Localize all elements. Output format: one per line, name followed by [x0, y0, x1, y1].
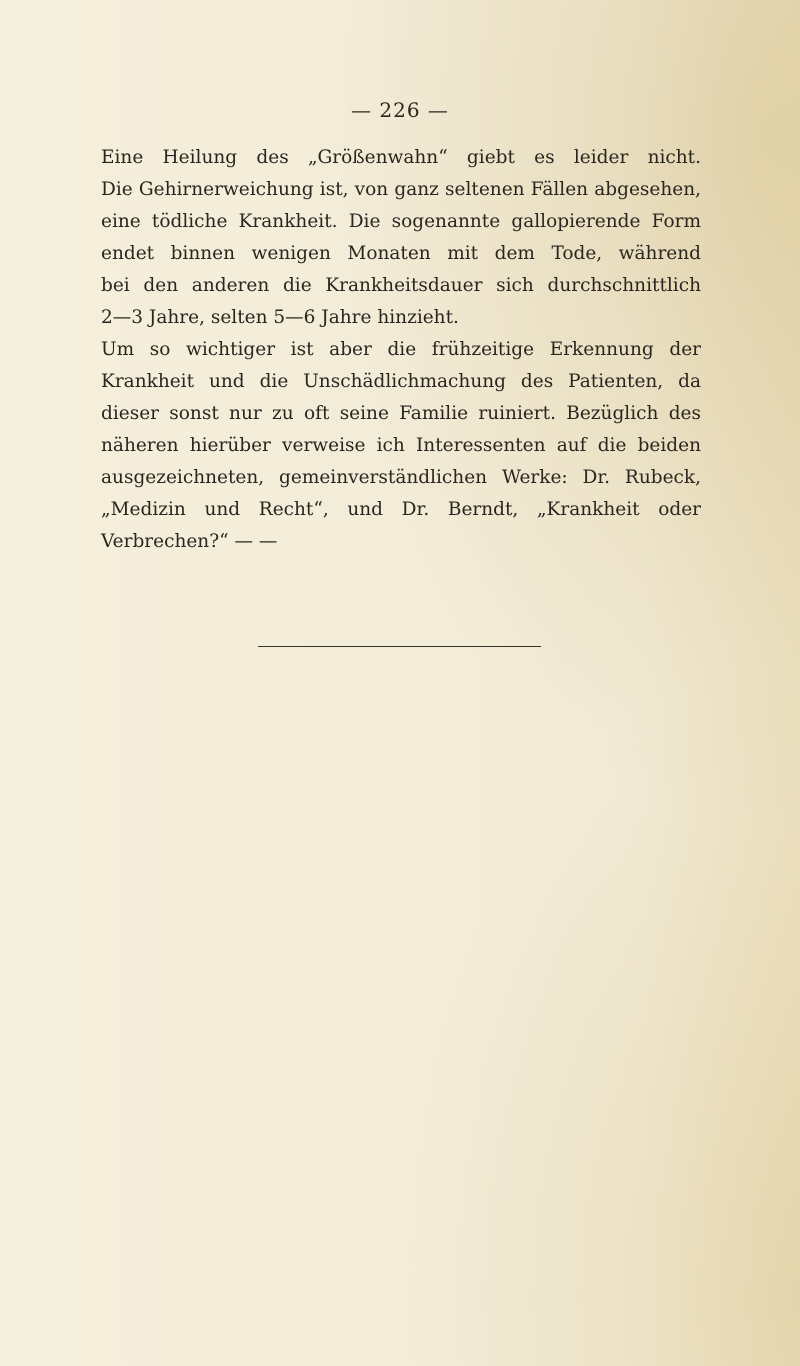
text-line-6: 2—3 Jahre, selten 5—6 Jahre hinzieht. [101, 307, 459, 328]
text-line-9: dieser sonst nur zu oft seine Familie ruiniert. Bezüglich des [101, 403, 701, 424]
body-text [101, 142, 701, 558]
text-line-3: eine tödliche Krankheit. Die sogenannte gallopierende Form [101, 211, 701, 232]
page-number: — 226 — [351, 98, 449, 122]
text-line-8: Krankheit und die Unschädlichmachung des Patienten, da [101, 371, 701, 392]
text-line-5: bei den anderen die Krankheitsdauer sich durchschnittlich [101, 275, 701, 296]
section-end-rule [258, 646, 541, 647]
text-line-11: ausgezeichneten, gemeinverständlichen Werke: Dr. Rubeck, [101, 467, 701, 488]
text-line-10: näheren hierüber verweise ich Interessenten auf die beiden [101, 435, 701, 456]
text-line-1: Eine Heilung des „Größenwahn“ giebt es leider nicht. [101, 147, 701, 168]
text-line-7: Um so wichtiger ist aber die frühzeitige Erkennung der [101, 339, 701, 360]
text-line-13: Verbrechen?“ — — [101, 531, 278, 552]
text-line-12: „Medizin und Recht“, und Dr. Berndt, „Krankheit oder [101, 499, 701, 520]
text-line-4: endet binnen wenigen Monaten mit dem Tode, während [101, 243, 701, 264]
text-line-2: Die Gehirnerweichung ist, von ganz seltenen Fällen abgesehen, [101, 179, 701, 200]
